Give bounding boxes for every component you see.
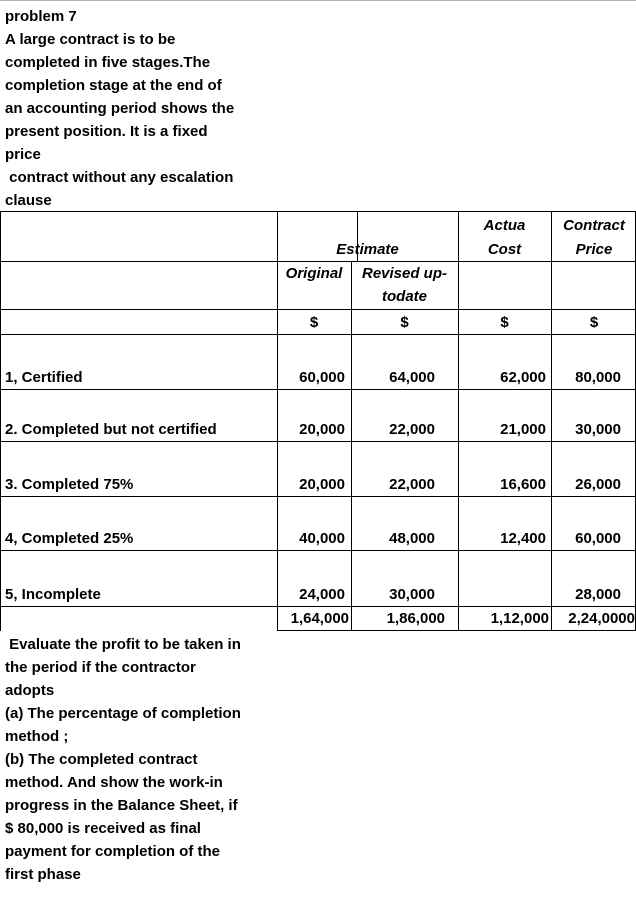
cell-contract: 28,000 bbox=[575, 586, 621, 603]
question-text: Evaluate the profit to be taken in the period if the contractor adopts (a) The percentage of completion method ; (b) The completed contract method. And show the work-in progress in the Balance Sheet, if $ 80,000 is received as final payment for completion of the first phase bbox=[5, 636, 241, 883]
table-left-border bbox=[0, 211, 1, 631]
header-revised-line2: todate bbox=[382, 288, 427, 305]
currency-symbol: $ bbox=[500, 314, 509, 331]
row3-rule bbox=[0, 496, 636, 497]
row-label: 3. Completed 75% bbox=[5, 476, 134, 493]
cell-original: 20,000 bbox=[299, 476, 345, 493]
cell-contract: 30,000 bbox=[575, 421, 621, 438]
cell-contract: 80,000 bbox=[575, 369, 621, 386]
header-actual-line2: Cost bbox=[487, 241, 522, 258]
cell-original: 60,000 bbox=[299, 369, 345, 386]
page-top-border bbox=[0, 0, 636, 1]
header-actual-line1: Actua bbox=[483, 217, 526, 234]
total-revised: 1,86,000 bbox=[386, 610, 445, 627]
cell-contract: 60,000 bbox=[575, 530, 621, 547]
cell-original: 20,000 bbox=[299, 421, 345, 438]
row1-rule bbox=[0, 389, 636, 390]
header-original: Original bbox=[285, 265, 343, 282]
cell-revised: 64,000 bbox=[389, 369, 435, 386]
row-label: 4, Completed 25% bbox=[5, 530, 134, 547]
totals-bottom-rule bbox=[277, 630, 636, 631]
row4-rule bbox=[0, 550, 636, 551]
header-contract-line2: Price bbox=[575, 241, 613, 258]
row2-rule bbox=[0, 441, 636, 442]
cell-contract: 26,000 bbox=[575, 476, 621, 493]
header-estimate: Estimate bbox=[336, 241, 399, 258]
row-label: 5, Incomplete bbox=[5, 586, 101, 603]
currency-bottom-rule bbox=[0, 334, 636, 335]
currency-symbol: $ bbox=[309, 314, 319, 331]
cell-actual: 12,400 bbox=[500, 530, 546, 547]
problem-statement: problem 7 A large contract is to be completed in five stages.The completion stage at the end of an accounting period shows the present position. It is a fixed price contract without any escalation clause bbox=[5, 8, 235, 209]
cell-revised: 30,000 bbox=[389, 586, 435, 603]
cell-actual: 16,600 bbox=[500, 476, 546, 493]
currency-top-rule bbox=[0, 309, 636, 310]
cell-original: 40,000 bbox=[299, 530, 345, 547]
currency-symbol: $ bbox=[400, 314, 409, 331]
cell-revised: 22,000 bbox=[389, 421, 435, 438]
total-actual: 1,12,000 bbox=[490, 610, 549, 627]
currency-symbol: $ bbox=[589, 314, 599, 331]
header-contract-line1: Contract bbox=[563, 217, 625, 234]
cell-original: 24,000 bbox=[299, 586, 345, 603]
cell-actual: 62,000 bbox=[500, 369, 546, 386]
row-label: 1, Certified bbox=[5, 369, 83, 386]
cell-actual: 21,000 bbox=[500, 421, 546, 438]
total-original: 1,64,000 bbox=[290, 610, 349, 627]
row-label: 2. Completed but not certified bbox=[5, 421, 217, 438]
header-revised-line1: Revised up- bbox=[361, 265, 448, 282]
cell-revised: 48,000 bbox=[389, 530, 435, 547]
table-top-rule bbox=[0, 211, 636, 212]
header-rule bbox=[0, 261, 636, 262]
cell-revised: 22,000 bbox=[389, 476, 435, 493]
total-contract: 2,24,0000 bbox=[568, 610, 635, 627]
row5-rule bbox=[0, 606, 636, 607]
